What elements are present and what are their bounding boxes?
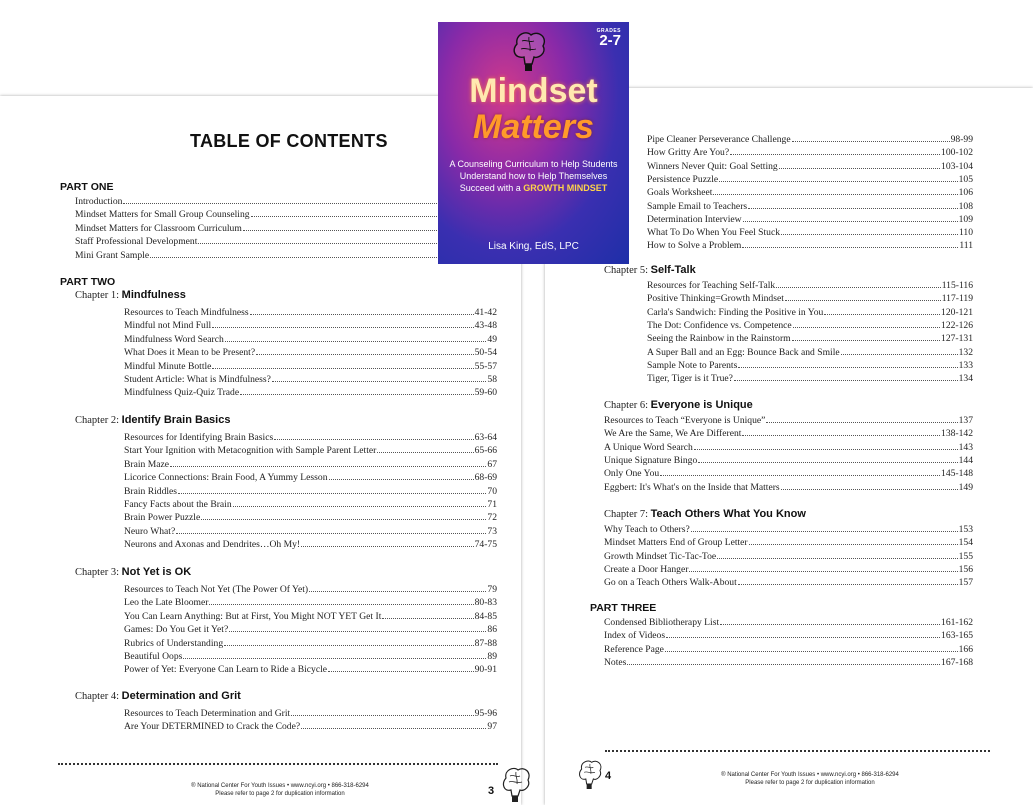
cover-subtitle-emphasis: GROWTH MINDSET: [523, 183, 608, 193]
footer-text: [680, 771, 940, 787]
toc-entry-title: Growth Mindset Tic-Tac-Toe: [604, 550, 717, 562]
toc-entry: [124, 444, 497, 457]
dot-leader: [240, 394, 473, 395]
dot-leader: [781, 234, 958, 235]
toc-entry-title: Winners Never Quit: Goal Setting: [647, 160, 778, 172]
toc-entry-title: What Does it Mean to be Present?: [124, 347, 256, 359]
toc-entry-title: Carla's Sandwich: Finding the Positive in You: [647, 306, 824, 318]
dot-leader: [738, 367, 957, 368]
cover-subtitle-text: A Counseling Curriculum to Help Students Understand how to Help Themselves Succeed with a: [449, 159, 618, 193]
dot-leader: [730, 154, 940, 155]
toc-entry: [124, 319, 497, 332]
dot-leader: [792, 340, 940, 341]
toc-entry: [604, 536, 973, 549]
toc-entry: [124, 663, 497, 676]
toc-entry: [604, 454, 973, 467]
dot-leader: [792, 141, 950, 142]
toc-entry-page: 68-69: [474, 472, 497, 484]
toc-entry-title: Condensed Bibliotherapy List: [604, 617, 720, 628]
toc-entry-title: Determination Interview: [647, 213, 742, 225]
toc-entry-page: 55-57: [474, 360, 497, 372]
dot-leader: [666, 637, 940, 638]
dot-leader: [694, 449, 958, 450]
toc-entry: [124, 471, 497, 484]
toc-entry-title: Mindset Matters End of Group Letter: [604, 537, 748, 549]
toc-entry-page: 72: [487, 512, 497, 524]
cover-subtitle: [448, 158, 619, 194]
toc-entry-title: Rubrics of Understanding: [124, 637, 224, 649]
dot-leader: [176, 533, 486, 534]
toc-entry: [124, 360, 497, 373]
toc-entry: [647, 173, 973, 186]
dot-leader: [734, 380, 958, 381]
toc-entry: [647, 200, 973, 213]
chapter-heading: [604, 264, 696, 276]
toc-entry-title: Why Teach to Others?: [604, 524, 690, 535]
book-cover: [438, 22, 629, 264]
toc-entry-title: Brain Power Puzzle: [124, 512, 201, 524]
toc-entry: [124, 373, 497, 386]
toc-entry: [647, 239, 973, 252]
toc-entry: [647, 186, 973, 199]
toc-entry-title: Leo the Late Bloomer: [124, 597, 209, 609]
toc-entry: [124, 498, 497, 511]
page-title: TABLE OF CONTENTS: [190, 131, 388, 151]
toc-entry: [604, 467, 973, 480]
toc-entry-title: Fancy Facts about the Brain: [124, 499, 232, 510]
toc-entry-page: 95-96: [474, 708, 497, 719]
toc-entry: [75, 195, 500, 208]
toc-entry-title: A Super Ball and an Egg: Bounce Back and Smile: [647, 346, 840, 358]
dot-leader: [377, 452, 473, 453]
toc-entry-title: Resources for Identifying Brain Basics: [124, 432, 274, 443]
part-heading: PART TWO: [60, 276, 116, 288]
toc-entry-page: 134: [958, 373, 973, 385]
dot-leader: [717, 558, 957, 559]
toc-entry-page: 59-60: [474, 387, 497, 399]
cover-title-line-2: Matters: [473, 108, 594, 146]
toc-entry: [124, 650, 497, 663]
toc-entry-title: Tiger, Tiger is it True?: [647, 373, 733, 385]
toc-entry-page: 87-88: [474, 637, 497, 649]
dot-leader: [785, 300, 941, 301]
toc-entry-title: Goals Worksheet: [647, 187, 713, 199]
toc-entry: [124, 431, 497, 444]
toc-entry-title: You Can Learn Anything: But at First, You Might NOT YET Get It: [124, 610, 382, 622]
dot-leader: [178, 493, 486, 494]
dot-leader: [793, 327, 940, 328]
toc-entry-page: 41-42: [474, 307, 497, 318]
toc-entry-page: 115-116: [941, 280, 973, 291]
toc-entry-title: Neurons and Axonas and Dendrites…Oh My!: [124, 539, 301, 551]
toc-entry-page: 70: [487, 485, 497, 497]
toc-entry: [647, 306, 973, 319]
toc-entry: [124, 596, 497, 609]
toc-entry-page: 67: [487, 458, 497, 470]
toc-entry: [647, 292, 973, 305]
toc-entry-page: 84-85: [474, 610, 497, 622]
dot-leader: [225, 341, 487, 342]
toc-entry-page: 71: [487, 499, 497, 510]
dot-leader: [742, 435, 940, 436]
brain-bulb-icon: [508, 28, 552, 74]
toc-entry-title: Persistence Puzzle: [647, 173, 719, 185]
dot-leader: [170, 466, 486, 467]
toc-entry-page: 166: [958, 643, 973, 655]
dot-leader: [233, 506, 487, 507]
toc-entry-title: Mindset Matters for Classroom Curriculum: [75, 222, 242, 234]
toc-entry-title: Unique Signature Bingo: [604, 454, 698, 466]
toc-entry-title: Neuro What?: [124, 525, 176, 537]
toc-entry-page: 103-104: [941, 160, 973, 172]
dot-leader: [309, 591, 486, 592]
toc-entry-title: Resources to Teach Determination and Grit: [124, 708, 291, 719]
toc-entry-page: 65-66: [474, 445, 497, 457]
toc-entry: [124, 720, 497, 733]
toc-entry-title: Index of Videos: [604, 630, 666, 642]
chapter-title: Not Yet is OK: [121, 566, 192, 578]
dot-leader: [183, 658, 486, 659]
toc-entry-page: 90-91: [474, 664, 497, 676]
toc-entry-title: Student Article: What is Mindfulness?: [124, 374, 271, 385]
chapter-prefix: Chapter 7:: [604, 509, 649, 520]
dot-leader: [824, 314, 940, 315]
toc-entry-title: Are Your DETERMINED to Crack the Code?: [124, 721, 301, 733]
toc-entry-title: Mini Grant Sample: [75, 249, 150, 261]
toc-entry: [124, 333, 497, 346]
toc-entry: [124, 485, 497, 498]
toc-entry: [647, 279, 973, 292]
toc-entry: [604, 643, 973, 656]
dot-leader: [329, 479, 474, 480]
toc-entry-page: 120-121: [941, 306, 973, 318]
toc-entry-title: Go on a Teach Others Walk-About: [604, 577, 737, 589]
chapter-prefix: Chapter 4:: [75, 691, 120, 702]
footer-line-2: Please refer to page 2 for duplication information: [215, 791, 345, 797]
toc-entry-page: 58: [487, 374, 497, 385]
dot-leader: [256, 354, 474, 355]
dot-leader: [713, 194, 957, 195]
dot-leader: [301, 728, 486, 729]
dot-leader: [781, 489, 958, 490]
toc-entry-page: 43-48: [474, 320, 497, 332]
toc-entry: [124, 386, 497, 399]
dot-leader: [250, 314, 474, 315]
cover-author: Lisa King, EdS, LPC: [488, 241, 579, 252]
toc-entry-title: Resources to Teach “Everyone is Unique”: [604, 415, 766, 426]
toc-entry-title: Pipe Cleaner Perseverance Challenge: [647, 134, 791, 145]
footer-line-1: ® National Center For Youth Issues • www.ncyi.org • 866-318-6294: [191, 783, 369, 789]
dot-leader: [749, 544, 958, 545]
dot-leader: [291, 715, 473, 716]
toc-entry-title: Mindset Matters for Small Group Counseling: [75, 209, 250, 221]
toc-entry: [647, 213, 973, 226]
toc-entry-page: 97: [487, 721, 497, 733]
toc-entry-title: Mindful not Mind Full: [124, 320, 212, 332]
dot-leader: [743, 221, 958, 222]
toc-entry: [647, 319, 973, 332]
dot-leader: [627, 664, 940, 665]
toc-entry-title: Introduction: [75, 196, 123, 207]
cover-title-line-1: Mindset: [469, 72, 598, 110]
dot-leader: [691, 531, 958, 532]
toc-entry: [647, 332, 973, 345]
toc-entry-page: 105: [958, 173, 973, 185]
toc-entry-page: 145-148: [941, 468, 973, 480]
toc-entry: [124, 610, 497, 623]
toc-entry: [604, 576, 973, 589]
footer-line-2: Please refer to page 2 for duplication information: [745, 780, 875, 786]
chapter-title: Everyone is Unique: [650, 399, 753, 411]
toc-entry-page: 156: [958, 563, 973, 575]
toc-entry: [647, 160, 973, 173]
toc-entry-title: Only One You: [604, 468, 660, 480]
dot-leader: [209, 604, 473, 605]
chapter-prefix: Chapter 6:: [604, 400, 649, 411]
toc-entry-page: 109: [958, 213, 973, 225]
toc-entry-page: 157: [958, 577, 973, 589]
footer-divider: [58, 763, 498, 765]
toc-entry-title: Positive Thinking=Growth Mindset: [647, 293, 784, 305]
dot-leader: [212, 368, 473, 369]
toc-entry-title: Notes: [604, 656, 627, 668]
toc-entry-title: Sample Note to Parents: [647, 359, 738, 371]
toc-entry: [124, 306, 497, 319]
toc-entry-title: Eggbert: It's What's on the Inside that Matters: [604, 481, 780, 493]
footer-line-1: ® National Center For Youth Issues • www.ncyi.org • 866-318-6294: [721, 772, 899, 778]
dot-leader: [229, 631, 486, 632]
toc-entry: [124, 458, 497, 471]
toc-entry: [647, 146, 973, 159]
toc-entry-title: Brain Riddles: [124, 485, 178, 497]
toc-entry-title: Start Your Ignition with Metacognition with Sample Parent Letter: [124, 445, 377, 457]
chapter-prefix: Chapter 1:: [75, 290, 120, 301]
toc-entry-title: Staff Professional Development: [75, 236, 198, 248]
toc-entry-page: 89: [487, 651, 497, 662]
toc-entry-page: 80-83: [474, 597, 497, 609]
toc-entry-page: 149: [958, 481, 973, 493]
chapter-heading: [75, 566, 191, 578]
dot-leader: [766, 422, 957, 423]
chapter-title: Determination and Grit: [121, 690, 241, 702]
chapter-heading: [604, 508, 806, 520]
chapter-prefix: Chapter 5:: [604, 265, 649, 276]
toc-entry-page: 163-165: [941, 630, 973, 642]
toc-entry: [604, 550, 973, 563]
chapter-heading: [604, 399, 753, 411]
toc-entry-title: Mindfulness Word Search: [124, 333, 224, 345]
toc-entry-page: 108: [958, 200, 973, 212]
toc-entry-page: 117-119: [941, 293, 973, 305]
toc-entry-page: 143: [958, 441, 973, 453]
dot-leader: [698, 462, 957, 463]
toc-entry: [604, 656, 973, 669]
page-number: 4: [605, 770, 612, 782]
toc-entry: [604, 563, 973, 576]
toc-entry-page: 122-126: [941, 319, 973, 331]
toc-entry-page: 106: [958, 187, 973, 199]
chapter-heading: [75, 690, 241, 702]
toc-entry-title: We Are the Same, We Are Different: [604, 428, 742, 440]
chapter-heading: [75, 289, 186, 301]
toc-entry-page: 155: [958, 550, 973, 562]
toc-entry-page: 153: [958, 524, 973, 535]
part-heading: PART ONE: [60, 181, 114, 193]
toc-entry: [647, 226, 973, 239]
toc-entry-title: Games: Do You Get it Yet?: [124, 624, 229, 636]
toc-entry-title: Reference Page: [604, 643, 664, 655]
dot-leader: [720, 624, 940, 625]
toc-entry: [124, 525, 497, 538]
toc-entry-page: 167-168: [941, 656, 973, 668]
dot-leader: [660, 475, 940, 476]
dot-leader: [301, 546, 473, 547]
toc-entry-title: Beautiful Oops: [124, 651, 183, 662]
brain-bulb-icon: [498, 764, 534, 804]
toc-entry-title: How to Solve a Problem: [647, 240, 742, 252]
toc-entry-title: Resources to Teach Not Yet (The Power Of Yet): [124, 584, 309, 595]
toc-entry-title: How Gritty Are You?: [647, 147, 730, 159]
toc-entry-title: A Unique Word Search: [604, 441, 693, 453]
toc-entry: [604, 523, 973, 536]
toc-entry-title: Power of Yet: Everyone Can Learn to Ride a Bicycle: [124, 664, 328, 676]
toc-entry-page: 137: [958, 415, 973, 426]
toc-entry: [124, 583, 497, 596]
toc-entry-page: 110: [958, 227, 973, 239]
dot-leader: [224, 645, 473, 646]
toc-entry: [604, 414, 973, 427]
dot-leader: [776, 287, 941, 288]
toc-entry-page: 79: [487, 584, 497, 595]
dot-leader: [841, 354, 958, 355]
toc-entry-page: 127-131: [941, 333, 973, 345]
dot-leader: [738, 584, 958, 585]
toc-entry-page: 144: [958, 454, 973, 466]
dot-leader: [689, 571, 957, 572]
dot-leader: [201, 519, 486, 520]
toc-entry-title: Brain Maze: [124, 458, 170, 470]
toc-entry-page: 161-162: [941, 617, 973, 628]
grades-value: 2-7: [599, 32, 621, 49]
toc-entry-page: 154: [958, 537, 973, 549]
toc-entry: [124, 538, 497, 551]
dot-leader: [382, 618, 473, 619]
toc-entry-page: 73: [487, 525, 497, 537]
grades-badge: [597, 28, 621, 48]
toc-entry: [124, 511, 497, 524]
chapter-heading: [75, 414, 230, 426]
toc-entry-page: 49: [487, 333, 497, 345]
toc-entry: [124, 637, 497, 650]
brain-bulb-icon: [575, 754, 605, 794]
toc-entry: [604, 629, 973, 642]
toc-entry-page: 132: [958, 346, 973, 358]
dot-leader: [665, 651, 958, 652]
toc-entry: [604, 427, 973, 440]
toc-entry: [75, 208, 500, 221]
page-number: 3: [488, 785, 495, 797]
toc-entry: [647, 346, 973, 359]
toc-entry-title: Sample Email to Teachers: [647, 200, 748, 212]
toc-entry: [124, 707, 497, 720]
toc-entry: [647, 372, 973, 385]
toc-entry-title: Create a Door Hanger: [604, 563, 689, 575]
toc-entry-page: 111: [959, 240, 973, 252]
chapter-title: Teach Others What You Know: [650, 508, 806, 520]
dot-leader: [779, 168, 940, 169]
toc-entry-page: 138-142: [941, 428, 973, 440]
toc-entry-page: 74-75: [474, 539, 497, 551]
toc-entry-page: 63-64: [474, 432, 497, 443]
toc-entry: [604, 441, 973, 454]
toc-entry-title: Resources for Teaching Self-Talk: [647, 280, 776, 291]
chapter-title: Mindfulness: [121, 289, 186, 301]
dot-leader: [748, 208, 957, 209]
chapter-prefix: Chapter 2:: [75, 415, 120, 426]
toc-entry-title: Resources to Teach Mindfulness: [124, 307, 249, 318]
dot-leader: [274, 439, 473, 440]
grades-label: GRADES: [596, 28, 621, 34]
toc-entry-page: 86: [487, 624, 497, 636]
toc-entry: [647, 359, 973, 372]
toc-entry-title: Mindful Minute Bottle: [124, 360, 212, 372]
part-heading: PART THREE: [590, 602, 657, 614]
chapter-title: Self-Talk: [650, 264, 696, 276]
dot-leader: [272, 381, 486, 382]
toc-entry: [75, 222, 500, 235]
toc-entry: [604, 616, 973, 629]
dot-leader: [328, 671, 474, 672]
dot-leader: [742, 247, 958, 248]
toc-entry-page: 133: [958, 359, 973, 371]
toc-entry-title: Mindfulness Quiz-Quiz Trade: [124, 387, 240, 399]
toc-entry-page: 98-99: [950, 134, 973, 145]
dot-leader: [719, 181, 957, 182]
toc-entry: [124, 346, 497, 359]
toc-entry-title: The Dot: Confidence vs. Competence: [647, 319, 792, 331]
toc-entry-title: Seeing the Rainbow in the Rainstorm: [647, 333, 791, 345]
toc-entry-title: Licorice Connections: Brain Food, A Yummy Lesson: [124, 472, 328, 484]
toc-entry: [75, 235, 500, 248]
chapter-title: Identify Brain Basics: [121, 414, 231, 426]
toc-entry-page: 100-102: [941, 147, 973, 159]
toc-entry-title: What To Do When You Feel Stuck: [647, 227, 781, 239]
dot-leader: [212, 327, 473, 328]
footer-text: [150, 782, 410, 798]
chapter-prefix: Chapter 3:: [75, 567, 120, 578]
toc-entry: [604, 481, 973, 494]
toc-entry-page: 50-54: [474, 347, 497, 359]
toc-entry: [75, 249, 500, 262]
toc-entry: [647, 133, 973, 146]
footer-divider: [605, 750, 990, 752]
toc-entry: [124, 623, 497, 636]
